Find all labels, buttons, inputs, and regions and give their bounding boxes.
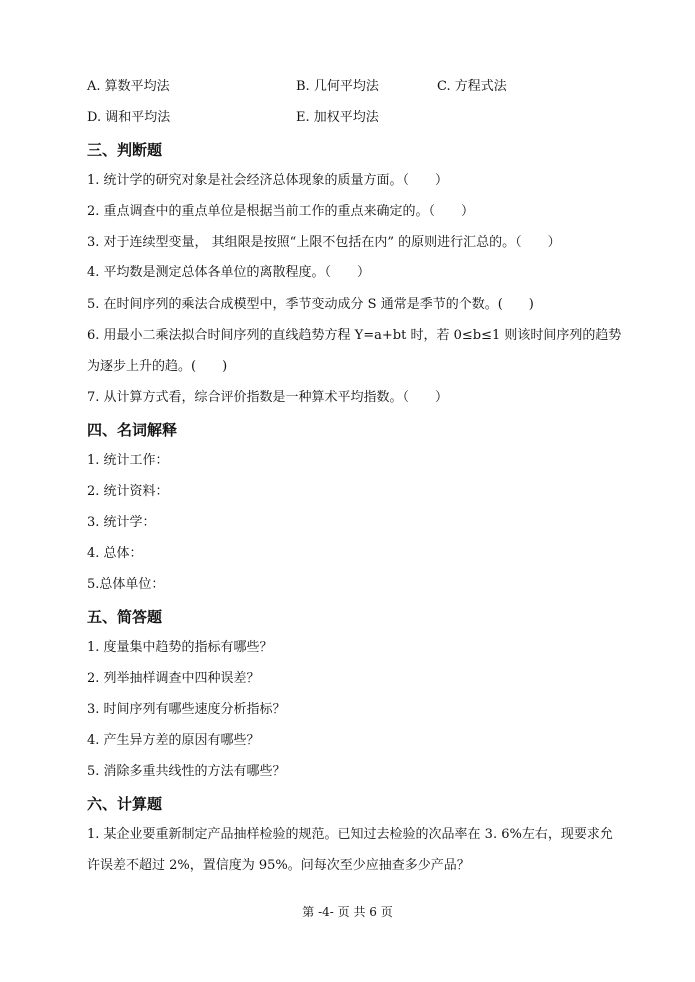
option-d: D. 调和平均法 (87, 110, 171, 125)
judgment-item-7: 7. 从计算方式看，综合评价指数是一种算术平均指数。（ ） (87, 390, 449, 405)
option-c: C. 方程式法 (437, 79, 507, 94)
option-b: B. 几何平均法 (296, 79, 379, 94)
term-item-1: 1. 统计工作： (87, 453, 169, 468)
term-item-2: 2. 统计资料： (87, 484, 169, 499)
judgment-item-6-cont: 为逐步上升的趋。( ) (87, 359, 228, 374)
short-answer-item-4: 4. 产生异方差的原因有哪些？ (87, 733, 260, 748)
term-item-5: 5.总体单位： (87, 577, 165, 592)
calculation-item-1-cont: 许误差不超过 2%，置信度为 95%。问每次至少应抽查多少产品？ (87, 858, 470, 873)
term-item-4: 4. 总体： (87, 546, 143, 561)
term-item-3: 3. 统计学： (87, 515, 156, 530)
calculation-item-1: 1. 某企业要重新制定产品抽样检验的规范。已知过去检验的次品率在 3. 6%左右，现要求允 (87, 827, 613, 842)
section-title-short-answer: 五、简答题 (87, 608, 163, 626)
short-answer-item-2: 2. 列举抽样调查中四种误差？ (87, 671, 260, 686)
judgment-item-3: 3. 对于连续型变量， 其组限是按照“上限不包括在内” 的原则进行汇总的。（ ） (87, 235, 561, 250)
judgment-item-2: 2. 重点调查中的重点单位是根据当前工作的重点来确定的。（ ） (87, 204, 475, 219)
section-title-judgment: 三、判断题 (87, 141, 163, 159)
short-answer-item-3: 3. 时间序列有哪些速度分析指标？ (87, 702, 286, 717)
judgment-item-1: 1. 统计学的研究对象是社会经济总体现象的质量方面。（ ） (87, 173, 449, 188)
page-footer: 第 -4- 页 共 6 页 (302, 905, 393, 919)
judgment-item-5: 5. 在时间序列的乘法合成模型中，季节变动成分 S 通常是季节的个数。( ) (87, 297, 534, 312)
short-answer-item-1: 1. 度量集中趋势的指标有哪些？ (87, 640, 273, 655)
section-title-calculation: 六、计算题 (87, 795, 163, 813)
judgment-item-6: 6. 用最小二乘法拟合时间序列的直线趋势方程 Y=a+bt 时，若 0≤b≤1 则该时间序列的趋势 (87, 328, 622, 343)
short-answer-item-5: 5. 消除多重共线性的方法有哪些？ (87, 764, 286, 779)
section-title-terms: 四、名词解释 (87, 421, 178, 439)
judgment-item-4: 4. 平均数是测定总体各单位的离散程度。（ ） (87, 265, 371, 280)
option-a: A. 算数平均法 (87, 79, 170, 94)
option-e: E. 加权平均法 (296, 110, 379, 125)
